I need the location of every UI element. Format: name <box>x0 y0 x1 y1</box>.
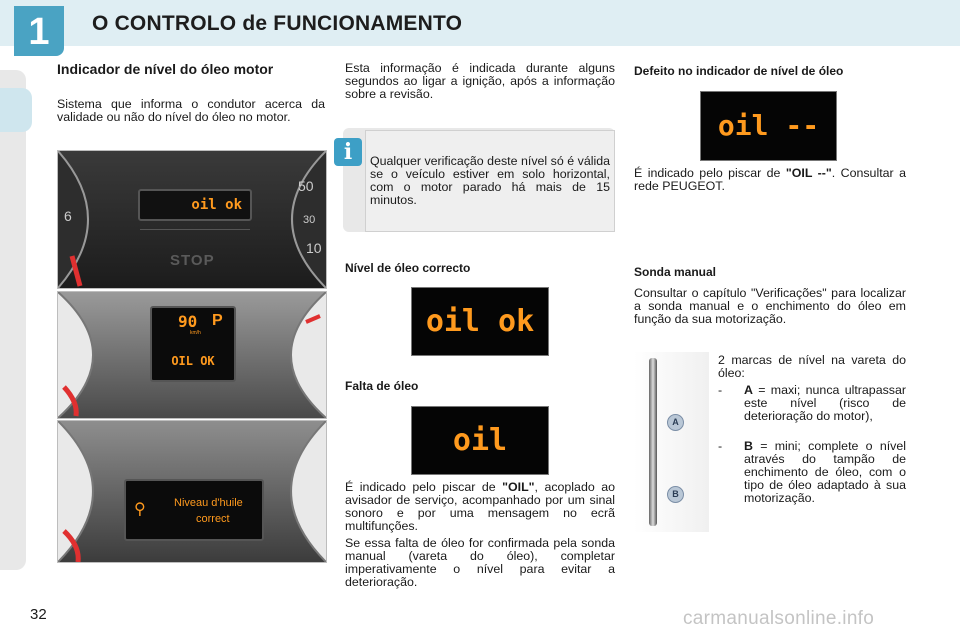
oil-lack-text-bold: "OIL" <box>502 480 535 494</box>
fault-text-bold: "OIL --" <box>785 166 832 180</box>
mark-a-label: A <box>667 414 684 431</box>
gear-indicator: P <box>212 312 223 329</box>
oil-lack-text-b: , acoplado ao avisador de serviço, acompanhado por um sinal sonoro e por uma mensagem no ecrã multifunções. <box>345 480 616 533</box>
dipstick-rod <box>649 358 657 526</box>
fault-text-b: . Consultar a rede PEUGEOT. <box>634 166 906 193</box>
mark-a-description <box>744 384 906 423</box>
lcd-screen-1 <box>138 189 252 221</box>
oil-can-icon: ⚲ <box>134 501 146 518</box>
list-dash: - <box>718 439 723 453</box>
lcd-message-line-1: Niveau d'huile <box>174 497 243 509</box>
heading-oil-lack: Falta de óleo <box>345 379 419 393</box>
fault-text-a: É indicado pelo piscar de <box>634 166 786 180</box>
mark-b-description <box>744 440 906 505</box>
dipstick-text: Consultar o capítulo "Verificações" para localizar a sonda manual e o enchimento do óleo em função da sua motorização. <box>634 286 906 326</box>
speed-unit: km/h <box>190 330 201 336</box>
watermark: carmanualsonline.info <box>683 608 875 629</box>
info-icon: i <box>334 138 362 166</box>
mark-b-label: B <box>667 486 684 503</box>
lcd-screen-2 <box>150 306 236 382</box>
list-dash: - <box>718 383 723 397</box>
lcd-screen-3 <box>124 479 264 541</box>
oil-lack-paragraph-1 <box>345 481 615 533</box>
mark-a-letter: A <box>744 383 753 397</box>
mark-a-text: = maxi; nunca ultrapassar este nível (risco de deterioração do motor), <box>744 383 906 423</box>
display-oil: oil <box>411 406 549 475</box>
mark-b-text: = mini; complete o nível através do tampão de enchimento de óleo, com o tipo de óleo adaptado à sua motorização. <box>744 439 906 505</box>
display-info-text: Esta informação é indicada durante alguns segundos ao ligar a ignição, após a informação sobre a revisão. <box>345 61 615 101</box>
side-band <box>0 70 26 570</box>
svg-text:6: 6 <box>64 208 72 224</box>
heading-indicator-fault: Defeito no indicador de nível de óleo <box>634 64 844 78</box>
lcd-message-oil-ok-2: OIL OK <box>171 354 215 368</box>
indicator-fault-text <box>634 167 906 193</box>
section-intro-text: Sistema que informa o condutor acerca da validade ou não do nível do óleo no motor. <box>57 97 325 124</box>
oil-lack-text-a: É indicado pelo piscar de <box>345 480 503 494</box>
section-heading-oil-level: Indicador de nível do óleo motor <box>57 61 274 77</box>
instrument-panel-photo-3 <box>57 420 327 563</box>
heading-dipstick: Sonda manual <box>634 265 717 279</box>
speed-readout: 90 <box>178 312 198 331</box>
page-number: 32 <box>30 606 47 623</box>
svg-text:50: 50 <box>298 178 314 194</box>
instrument-panel-photo-1 <box>57 150 327 289</box>
chapter-number: 1 <box>14 6 64 56</box>
dipstick-marks-intro: 2 marcas de nível na vareta do óleo: <box>718 353 906 380</box>
oil-lack-paragraph-2: Se essa falta de óleo for confirmada pela sonda manual (vareta do óleo), completar imperativamente o nível para evitar a deterioração. <box>345 536 615 589</box>
chapter-title: O CONTROLO de FUNCIONAMENTO <box>92 12 463 35</box>
stop-lamp-label: STOP <box>170 252 215 269</box>
oil-lack-text-block <box>345 481 615 589</box>
lcd-message-line-2: correct <box>196 513 230 525</box>
svg-text:30: 30 <box>303 214 316 226</box>
svg-text:10: 10 <box>306 240 322 256</box>
info-box-text: Qualquer verificação deste nível só é válida se o veículo estiver em solo horizontal, com o motor parado há mais de 15 minutos. <box>370 154 610 207</box>
heading-oil-level-correct: Nível de óleo correcto <box>345 261 471 275</box>
dipstick-illustration <box>634 352 709 532</box>
warning-lamps-row <box>140 229 250 248</box>
instrument-panel-photo-2 <box>57 291 327 419</box>
display-oil-ok: oil ok <box>411 287 549 356</box>
lcd-message-oil-ok: oil ok <box>191 197 242 213</box>
mark-b-letter: B <box>744 439 753 453</box>
display-oil-dashes: oil -- <box>700 91 837 161</box>
side-accent <box>0 88 32 132</box>
